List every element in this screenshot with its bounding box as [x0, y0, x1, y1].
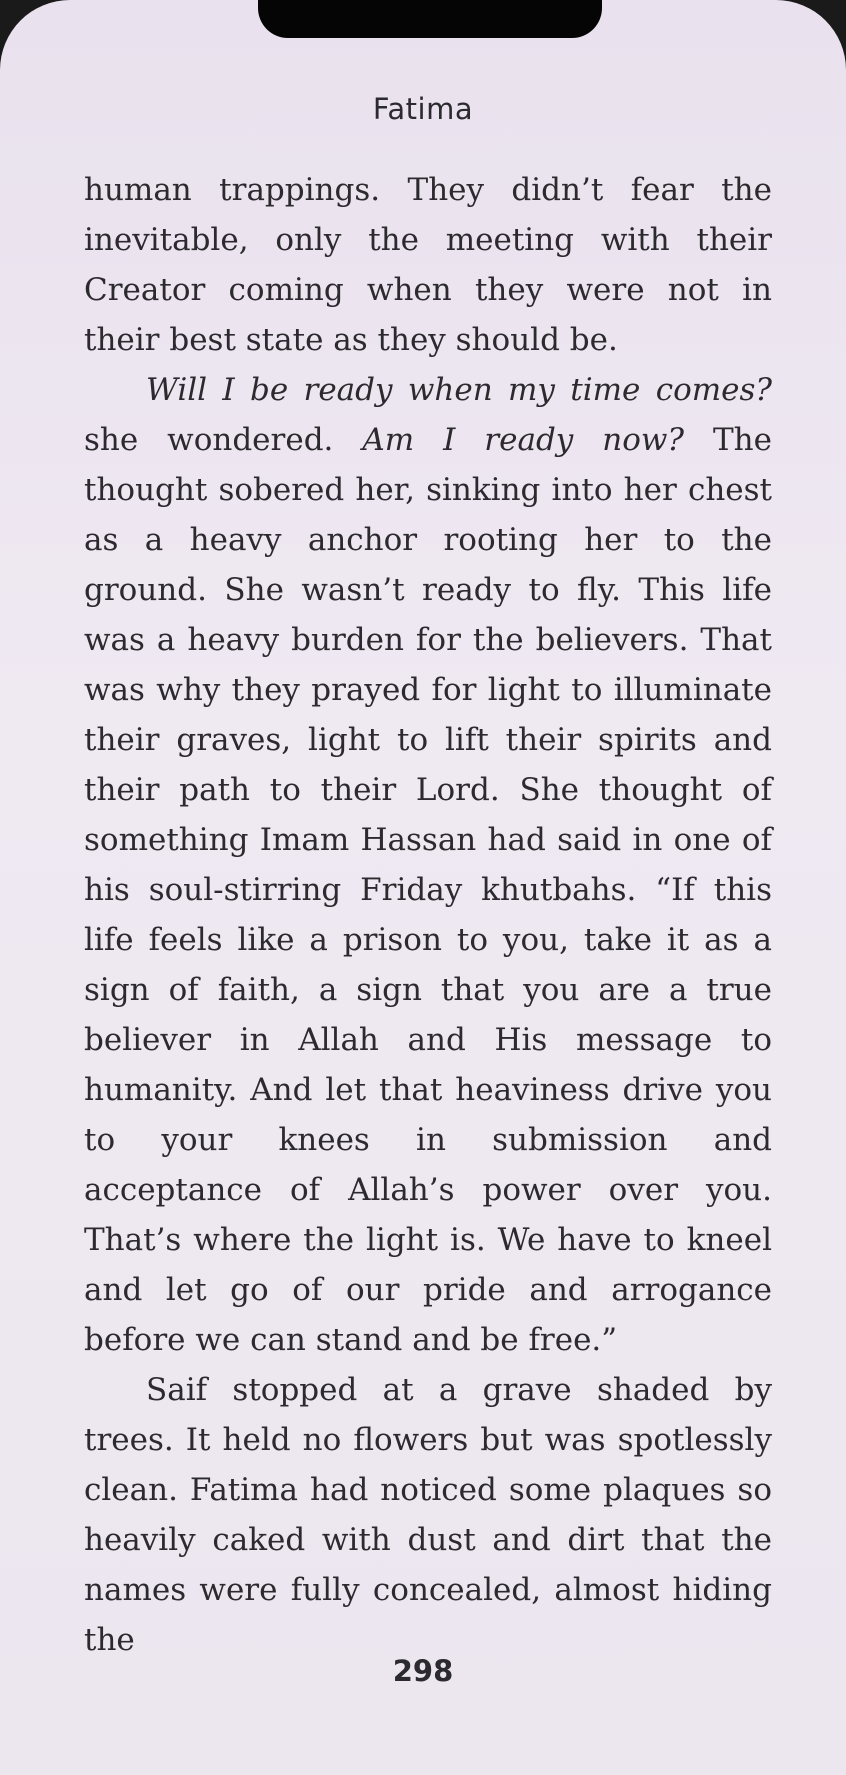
italic-thought-1: Will I be ready when my time comes?	[146, 372, 772, 408]
paragraph-3: Saif stopped at a grave shaded by trees. It held no flowers but was spotlessly clean. Fatima had noticed some plaques so heavily caked with dust and dirt that the names were fully concealed, almost hiding the	[84, 1372, 772, 1658]
page-number: 298	[392, 1654, 454, 1688]
camera-notch	[258, 0, 602, 38]
italic-thought-2: Am I ready now?	[362, 422, 685, 458]
paragraph-2-text-b: The thought sobered her, sinking into her chest as a heavy anchor rooting her to the ground. She wasn’t ready to fly. This life was a heavy burden for the believers. That was why they prayed for light to illuminate their graves, light to lift their spirits and their path to their Lord. She thought of something Imam Hassan had said in one of his soul-stirring Friday khutbahs. “If this life feels like a prison to you, take it as a sign of faith, a sign that you are a true believer in Allah and His message to humanity. And let that heaviness drive you to your knees in submission and acceptance of Allah’s power over you. That’s where the light is. We have to kneel and let go of our pride and arrogance before we can stand and be free.”	[84, 422, 772, 1358]
running-header-title: Fatima	[372, 92, 474, 126]
paragraph-1: human trappings. They didn’t fear the inevitable, only the meeting with their Creator coming when they were not in their best state as they should be.	[84, 172, 772, 358]
paragraph-2-text-a: she wondered.	[84, 422, 363, 458]
page-body[interactable]	[84, 165, 772, 1665]
paragraph-2	[84, 365, 772, 1365]
